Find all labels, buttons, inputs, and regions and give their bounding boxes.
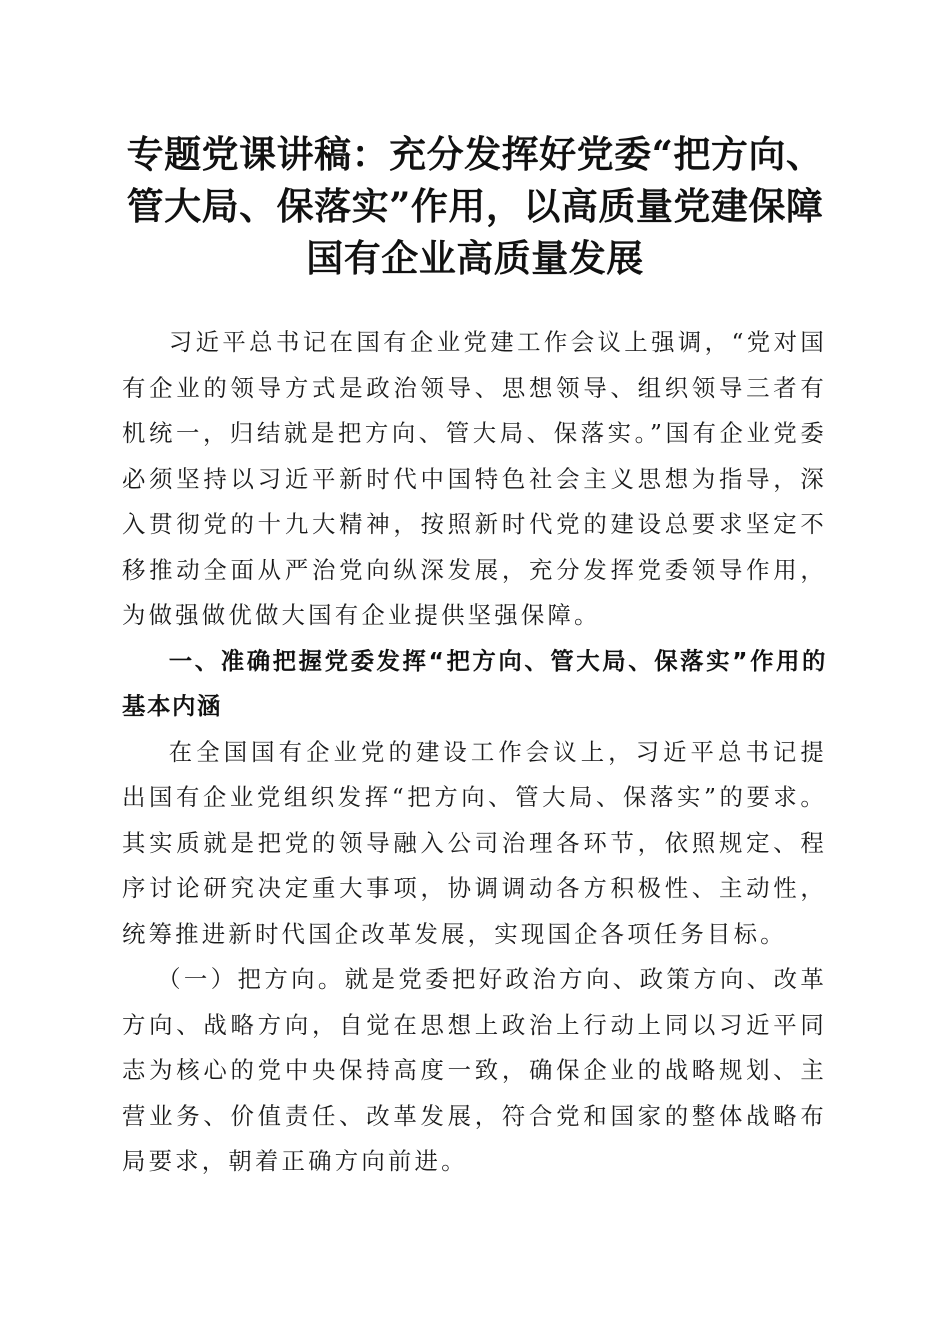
section-paragraph: 在全国国有企业党的建设工作会议上，习近平总书记提出国有企业党组织发挥“把方向、管大局、保落实”的要求。其实质就是把党的领导融入公司治理各环节，依照规定、程序讨论研究决定重大事项，协调调动各方积极性、主动性，统筹推进新时代国企改革发展，实现国企各项任务目标。: [122, 737, 827, 948]
document-body: [122, 320, 827, 1185]
intro-paragraph: 习近平总书记在国有企业党建工作会议上强调，“党对国有企业的领导方式是政治领导、思想领导、组织领导三者有机统一，归结就是把方向、管大局、保落实。”国有企业党委必须坚持以习近平新时代中国特色社会主义思想为指导，深入贯彻党的十九大精神，按照新时代党的建设总要求坚定不移推动全面从严治党向纵深发展，充分发挥党委领导作用，为做强做优做大国有企业提供坚强保障。: [122, 328, 827, 629]
document-title: 专题党课讲稿：充分发挥好党委“把方向、管大局、保落实”作用，以高质量党建保障国有企业高质量发展: [126, 132, 824, 280]
section-heading: 一、准确把握党委发挥“把方向、管大局、保落实”作用的基本内涵: [122, 646, 827, 720]
subsection-paragraph: （一）把方向。就是党委把好政治方向、政策方向、改革方向、战略方向，自觉在思想上政治上行动上同以习近平同志为核心的党中央保持高度一致，确保企业的战略规划、主营业务、价值责任、改革发展，符合党和国家的整体战略布局要求，朝着正确方向前进。: [122, 965, 827, 1175]
